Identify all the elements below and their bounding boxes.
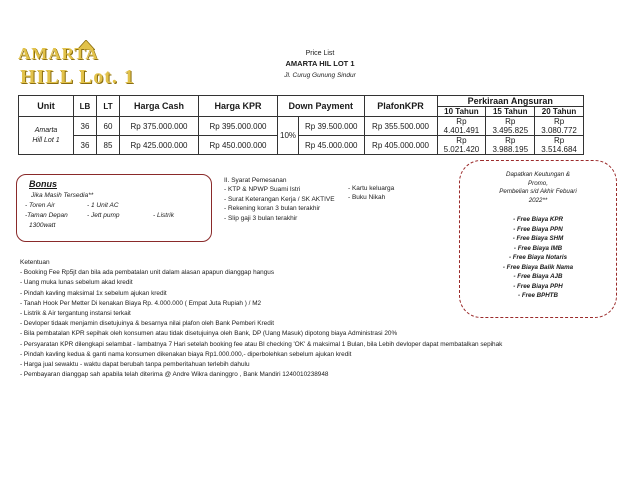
cell-plafon: Rp 355.500.000 <box>364 117 437 136</box>
syarat-title: II. Syarat Pemesanan <box>224 177 287 184</box>
header-price-list: Price List <box>305 50 335 57</box>
syarat-item: - Buku Nikah <box>348 194 386 202</box>
col-perkiraan-angsuran: Perkiraan Angsuran <box>437 96 583 107</box>
ketentuan-title: Ketentuan <box>20 259 50 266</box>
col-down-payment: Down Payment <box>278 96 365 117</box>
promo-item: - Free BPHTB <box>518 292 558 299</box>
promo-header-line: Promo, <box>528 179 548 187</box>
header-address: Jl. Curug Gunung Sindur <box>284 72 356 79</box>
promo-item: - Free Biaya PPN <box>513 225 563 233</box>
col-plafon-kpr: PlafonKPR <box>364 96 437 117</box>
bonus-item: -Taman Depan <box>25 212 68 219</box>
bonus-title: Bonus <box>29 179 57 189</box>
cell-20y: Rp 3.514.684 <box>535 136 584 155</box>
promo-item: - Free Biaya PPH <box>513 282 563 290</box>
promo-item: - Free Biaya SHM <box>512 235 564 242</box>
bonus-item: - 1 Unit AC <box>87 202 119 209</box>
bonus-item: 1300watt <box>29 222 56 229</box>
promo-header-line: 2022** <box>528 196 548 204</box>
logo-line-1: AMARTA <box>18 44 99 63</box>
ketentuan-item: - Devloper tidaak menjamin disetujuinya & besarnya nilai plafon oleh Bank Pemberi Kredit <box>20 320 274 328</box>
col-20-tahun: 20 Tahun <box>535 107 584 117</box>
amarta-hill-logo <box>14 38 144 96</box>
bonus-item: - Toren Air <box>25 202 55 209</box>
col-lb: LB <box>74 96 97 117</box>
ketentuan-item: - Pindah kavling kedua & ganti nama konsumen dikenakan biaya Rp1.000.000,- diperbolehkan sebelum ajukan kredit <box>20 350 352 358</box>
col-harga-cash: Harga Cash <box>120 96 199 117</box>
cell-lb: 36 <box>74 136 97 155</box>
promo-header <box>460 171 616 205</box>
syarat-item: - Kartu keluarga <box>348 185 395 192</box>
cell-kpr: Rp 395.000.000 <box>199 117 278 136</box>
cell-dp: Rp 45.000.000 <box>299 136 365 155</box>
cell-10y: Rp 5.021.420 <box>437 136 486 155</box>
cell-15y: Rp 3.988.195 <box>486 136 535 155</box>
bonus-box <box>16 174 212 242</box>
promo-item: - Free Biaya KPR <box>513 216 563 223</box>
ketentuan-item: - Harga jual sewaktu - waktu dapat berubah tanpa pemberitahuan terlebih dahulu <box>20 361 250 369</box>
cell-dp-percent: 10% <box>278 117 299 155</box>
promo-header-line: Dapatkan Keutungan & <box>506 171 570 178</box>
cell-dp: Rp 39.500.000 <box>299 117 365 136</box>
unit-name-line-1: Amarta <box>34 126 58 134</box>
table-row <box>19 117 584 136</box>
header-project-name: AMARTA HIL LOT 1 <box>285 59 355 68</box>
ketentuan-item: - Uang muka lunas sebelum akad kredit <box>20 279 133 287</box>
cell-cash: Rp 375.000.000 <box>120 117 199 136</box>
col-harga-kpr: Harga KPR <box>199 96 278 117</box>
promo-item: - Free Biaya Balik Nama <box>502 263 574 271</box>
promo-header-line: Pembelian s/d Akhir Febuari <box>499 188 577 195</box>
cell-lt: 60 <box>97 117 120 136</box>
price-table <box>18 95 584 155</box>
ketentuan-item: - Bila pembatalan KPR sepihak oleh konsumen atau tidak disetujuinya oleh Bank, DP (Uang Masuk) dipotong biaya Administrasi 20% <box>20 330 398 338</box>
cell-lb: 36 <box>74 117 97 136</box>
cell-kpr: Rp 450.000.000 <box>199 136 278 155</box>
ketentuan-item: - Persyaratan KPR dilengkapi selambat - lambatnya 7 Hari setelah booking fee atau BI checking 'OK' & maksimal 1 Bulan, bila Lebih devloper dapat membatalkan sepihak <box>20 340 503 348</box>
ketentuan-item: - Tanah Hook Per Metter Di kenakan Biaya Rp. 4.000.000 ( Empat Juta Rupiah ) / M2 <box>20 299 262 307</box>
table-row <box>19 136 584 155</box>
cell-plafon: Rp 405.000.000 <box>364 136 437 155</box>
cell-15y: Rp 3.495.825 <box>486 117 535 136</box>
unit-name-cell <box>19 117 74 155</box>
bonus-subtitle: Jika Masih Tersedia** <box>31 192 94 199</box>
syarat-item: - Rekening koran 3 bulan terakhir <box>224 205 321 213</box>
promo-item: - Free Biaya AJB <box>513 273 563 280</box>
syarat-pemesanan-col2 <box>348 184 394 203</box>
syarat-item: - Slip gaji 3 bulan terakhir <box>224 214 298 222</box>
logo-line-2: HILL Lot. 1 <box>20 66 135 88</box>
col-unit: Unit <box>19 96 74 117</box>
table-header-row <box>19 96 584 107</box>
col-10-tahun: 10 Tahun <box>437 107 486 117</box>
cell-lt: 85 <box>97 136 120 155</box>
ketentuan-item: - Pembayaran dianggap sah apabila telah diterima @ Andre Wikra daninggro , Bank Mandiri 1240010238948 <box>20 371 329 379</box>
promo-item: - Free Biaya IMB <box>513 244 563 252</box>
syarat-pemesanan <box>224 176 335 223</box>
unit-name-line-2: Hill Lot 1 <box>32 136 60 144</box>
bonus-item: - Listrik <box>153 212 174 219</box>
ketentuan-item: - Pindah kavling maksimal 1x sebelum ajukan kredit <box>20 289 167 297</box>
cell-cash: Rp 425.000.000 <box>120 136 199 155</box>
bonus-item: - Jett pump <box>87 212 120 219</box>
cell-20y: Rp 3.080.772 <box>535 117 584 136</box>
document-header <box>200 50 440 79</box>
col-lt: LT <box>97 96 120 117</box>
cell-10y: Rp 4.401.491 <box>437 117 486 136</box>
ketentuan-item: - Booking Fee Rp5jt dan bila ada pembatalan unit dalam alasan apapun dianggap hangus <box>20 269 275 277</box>
col-15-tahun: 15 Tahun <box>486 107 535 117</box>
ketentuan-item: - Listrik & Air tergantung instansi terkait <box>20 310 131 318</box>
ketentuan-section <box>20 258 502 380</box>
promo-item: - Free Biaya Notaris <box>508 254 568 261</box>
syarat-item: - Surat Keterangan Kerja / SK AKTIVE <box>224 195 335 203</box>
syarat-item: - KTP & NPWP Suami Istri <box>224 186 301 194</box>
